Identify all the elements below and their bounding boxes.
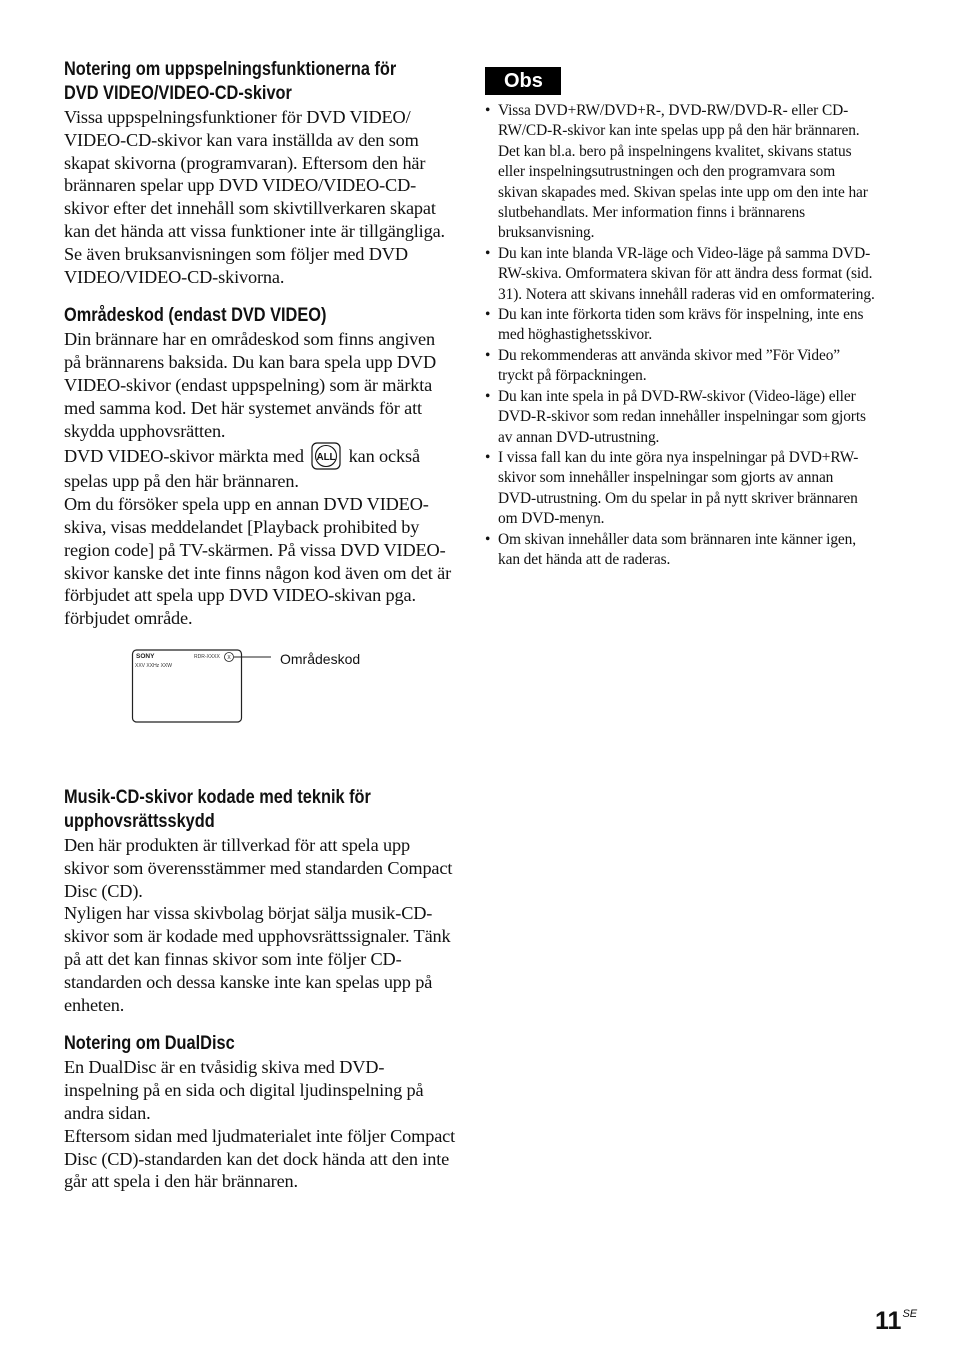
paragraph: Den här produkten är tillverkad för att spela upp skivor som överensstämmer med standarden Compact Disc (CD). <box>64 834 453 901</box>
paragraph <box>64 442 456 493</box>
right-column <box>485 67 875 570</box>
heading-line: upphovsrättsskydd <box>64 810 215 832</box>
obs-badge: Obs <box>485 67 561 95</box>
heading-line: Notering om uppspelningsfunktionerna för <box>64 59 397 80</box>
section-heading: Notering om DualDisc <box>64 1033 235 1055</box>
section-region-code <box>64 304 456 776</box>
section-heading <box>64 58 455 106</box>
section-copy-protected-cd <box>64 786 456 1016</box>
list-item: • Du kan inte blanda VR-läge och Video-läge på samma DVD-RW-skiva. Omformatera skivan för att ändra dess format (sid. 31). Notera att skivans innehåll raderas vid en omformatering. <box>485 244 875 305</box>
paragraph: Eftersom sidan med ljudmaterialet inte följer Compact Disc (CD)-standarden kan det dock hända att den inte går att spela i den här brännaren. <box>64 1125 456 1192</box>
page-language-suffix: SE <box>902 1308 918 1320</box>
svg-text:X: X <box>227 654 231 661</box>
paragraph: En DualDisc är en tvåsidig skiva med DVD-inspelning på en sida och digital ljudinspelning på andra sidan. <box>64 1057 424 1123</box>
page-number <box>875 1300 917 1335</box>
paragraph: Din brännare har en områdeskod som finns angiven på brännarens baksida. Du kan bara spela upp DVD VIDEO-skivor (endast uppspelning) som är märkta med samma kod. Det här systemet används för att skydda upphovsrätten. <box>64 329 437 441</box>
paragraph: Vissa uppspelningsfunktioner för DVD VIDEO/ VIDEO-CD-skivor kan vara inställda av den som skapat skivorna (programvaran). Eftersom den här brännaren spelar upp DVD VIDEO/VIDEO-CD-skivor efter det innehåll som skivtillverkaren skapat kan det hända att vissa funktioner inte är tillgängliga. Se även bruksanvisningen som följer med DVD VIDEO/VIDEO-CD-skivorna. <box>64 107 445 287</box>
section-playback-notes <box>64 58 456 288</box>
heading-line: DVD VIDEO/VIDEO-CD-skivor <box>64 83 292 104</box>
notes-list <box>485 101 875 570</box>
paragraph: Nyligen har vissa skivbolag börjat sälja musik-CD-skivor som är kodade med upphovsrättssignaler. Tänk på att det kan finnas skivor som inte följer CD-standarden och dessa kanske inte kan spelas upp på enheten. <box>64 903 451 1015</box>
list-item: • Vissa DVD+RW/DVD+R-, DVD-RW/DVD-R- eller CD-RW/CD-R-skivor kan inte spelas upp på den här brännaren. Det kan bl.a. bero på inspelningens kvalitet, skivans status eller inspelningsutrustningen och den programvara som skivan skapades med. Skivan spelas inte upp om den inte har slutbehandlats. Mer information finns i brännarens bruksanvisning. <box>485 101 875 244</box>
svg-text:ALL: ALL <box>316 452 336 464</box>
rating-label: XXV XXHz XXW <box>135 662 172 669</box>
section-dualdisc <box>64 1032 456 1193</box>
brand-label: SONY <box>136 652 155 660</box>
list-item: • Du rekommenderas att använda skivor med ”För Video” tryckt på förpackningen. <box>485 346 875 387</box>
text-span: kan också spelas upp på den här brännaren. <box>64 446 420 492</box>
model-label: RDR-XXXX <box>194 653 220 660</box>
left-column <box>64 58 456 1193</box>
list-item: • Om skivan innehåller data som brännaren inte känner igen, kan det hända att de raderas. <box>485 530 875 571</box>
section-heading <box>64 786 455 834</box>
paragraph: Om du försöker spela upp en annan DVD VIDEO-skiva, visas meddelandet [Playback prohibited by region code] på TV-skärmen. På vissa DVD VIDEO-skivor kanske det inte finns någon kod även om det är förbjudet att spela upp DVD VIDEO-skivan pga. förbjudet område. <box>64 494 452 629</box>
list-item: • I vissa fall kan du inte göra nya inspelningar på DVD+RW-skivor som innehåller inspelningar som gjorts av annan DVD-utrustning. Om du spelar in på nytt skriver brännaren om DVD-menyn. <box>485 448 875 530</box>
list-item: • Du kan inte förkorta tiden som krävs för inspelning, inte ens med höghastighetsskivor. <box>485 305 875 346</box>
heading-line: Musik-CD-skivor kodade med teknik för <box>64 786 371 808</box>
list-item: • Du kan inte spela in på DVD-RW-skivor (Video-läge) eller DVD-R-skivor som redan innehåller inspelningar som gjorts av annan DVD-utrustning. <box>485 387 875 448</box>
section-heading: Områdeskod (endast DVD VIDEO) <box>64 305 327 327</box>
callout-label: Områdeskod <box>280 650 361 667</box>
text-span: DVD VIDEO-skivor märkta med <box>64 446 304 467</box>
region-all-icon <box>311 442 341 470</box>
page-number-value: 11 <box>875 1307 902 1335</box>
rear-panel-diagram <box>64 648 456 776</box>
